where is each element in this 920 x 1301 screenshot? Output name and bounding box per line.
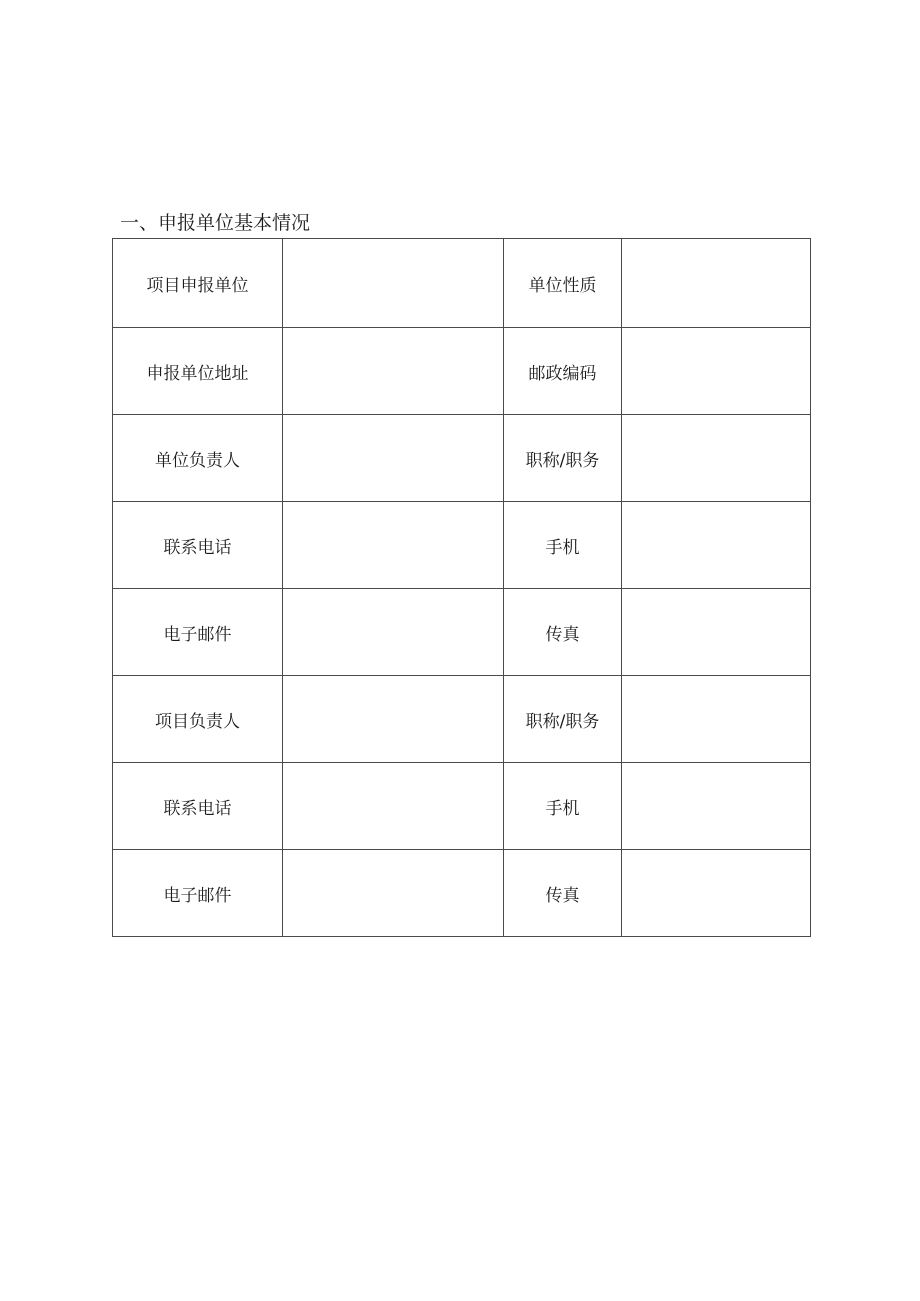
value-unit-nature[interactable] bbox=[622, 239, 811, 328]
value-unit-email[interactable] bbox=[283, 589, 504, 676]
label-project-phone: 联系电话 bbox=[113, 763, 283, 850]
value-project-mobile[interactable] bbox=[622, 763, 811, 850]
value-project-fax[interactable] bbox=[622, 850, 811, 937]
value-postal-code[interactable] bbox=[622, 328, 811, 415]
value-project-lead[interactable] bbox=[283, 676, 504, 763]
value-unit-head-title[interactable] bbox=[622, 415, 811, 502]
label-project-mobile: 手机 bbox=[504, 763, 622, 850]
label-project-fax: 传真 bbox=[504, 850, 622, 937]
label-unit-head-title: 职称/职务 bbox=[504, 415, 622, 502]
label-postal-code: 邮政编码 bbox=[504, 328, 622, 415]
label-unit-phone: 联系电话 bbox=[113, 502, 283, 589]
table-row bbox=[113, 589, 811, 676]
section-title: 一、申报单位基本情况 bbox=[120, 212, 311, 234]
table-row bbox=[113, 502, 811, 589]
applicant-info-table bbox=[112, 238, 811, 937]
value-unit-address[interactable] bbox=[283, 328, 504, 415]
label-applicant-unit: 项目申报单位 bbox=[113, 239, 283, 328]
label-project-email: 电子邮件 bbox=[113, 850, 283, 937]
table-row bbox=[113, 415, 811, 502]
table-row bbox=[113, 763, 811, 850]
label-unit-fax: 传真 bbox=[504, 589, 622, 676]
value-unit-phone[interactable] bbox=[283, 502, 504, 589]
label-unit-mobile: 手机 bbox=[504, 502, 622, 589]
value-unit-fax[interactable] bbox=[622, 589, 811, 676]
value-project-phone[interactable] bbox=[283, 763, 504, 850]
table-row bbox=[113, 328, 811, 415]
table-row bbox=[113, 676, 811, 763]
table-row bbox=[113, 239, 811, 328]
label-project-lead-title: 职称/职务 bbox=[504, 676, 622, 763]
label-unit-nature: 单位性质 bbox=[504, 239, 622, 328]
value-project-email[interactable] bbox=[283, 850, 504, 937]
value-applicant-unit[interactable] bbox=[283, 239, 504, 328]
label-project-lead: 项目负责人 bbox=[113, 676, 283, 763]
label-unit-head: 单位负责人 bbox=[113, 415, 283, 502]
label-unit-email: 电子邮件 bbox=[113, 589, 283, 676]
label-unit-address: 申报单位地址 bbox=[113, 328, 283, 415]
value-project-lead-title[interactable] bbox=[622, 676, 811, 763]
value-unit-mobile[interactable] bbox=[622, 502, 811, 589]
value-unit-head[interactable] bbox=[283, 415, 504, 502]
table-row bbox=[113, 850, 811, 937]
